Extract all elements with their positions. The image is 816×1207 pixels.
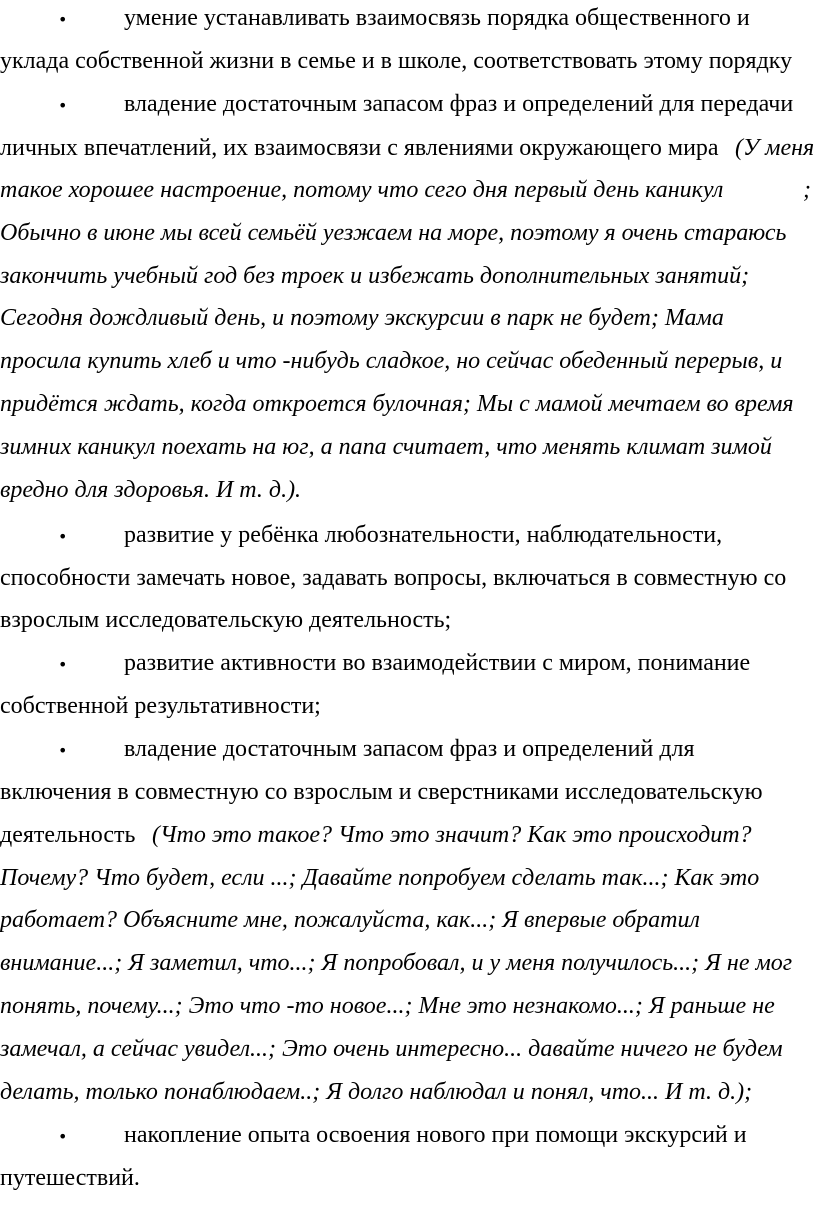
example-line: Почему? Что будет, если ...; Давайте попробуем сделать так...; Как это xyxy=(0,865,760,891)
bullet-marker: • xyxy=(58,527,68,546)
example-line: делать, только понаблюдаем..; Я долго наблюдал и понял, что... И т. д.); xyxy=(0,1079,753,1105)
paragraph-line: собственной результативности; xyxy=(0,693,321,719)
example-line: замечал, а сейчас увидел...; Это очень интересно... давайте ничего не будем xyxy=(0,1036,783,1062)
paragraph-line: развитие у ребёнка любознательности, наблюдательности, xyxy=(124,522,723,548)
paragraph-line: развитие активности во взаимодействии с миром, понимание xyxy=(124,650,751,676)
example-line: (Что это такое? Что это значит? Как это происходит? xyxy=(152,822,752,848)
bullet-marker: • xyxy=(58,655,68,674)
example-line: (У меня xyxy=(735,135,815,161)
paragraph-line: личных впечатлений, их взаимосвязи с явлениями окружающего мира xyxy=(0,135,719,161)
paragraph-line: умение устанавливать взаимосвязь порядка общественного и xyxy=(124,5,750,31)
example-line: внимание...; Я заметил, что...; Я попробовал, и у меня получилось...; Я не мог xyxy=(0,950,793,976)
bullet-marker: • xyxy=(58,10,68,29)
example-line: Сегодня дождливый день, и поэтому экскурсии в парк не будет; Мама xyxy=(0,305,724,331)
example-line: просила купить хлеб и что -нибудь сладкое, но сейчас обеденный перерыв, и xyxy=(0,348,783,374)
example-line: зимних каникул поехать на юг, а папа считает, что менять климат зимой xyxy=(0,434,772,460)
example-line: такое хорошее настроение, потому что сего дня первый день каникул xyxy=(0,177,724,203)
paragraph-line: способности замечать новое, задавать вопросы, включаться в совместную со xyxy=(0,565,787,591)
paragraph-line: владение достаточным запасом фраз и определений для xyxy=(124,736,695,762)
paragraph-line: деятельность xyxy=(0,822,136,848)
paragraph-line: взрослым исследовательскую деятельность; xyxy=(0,607,452,633)
paragraph-line: накопление опыта освоения нового при помощи экскурсий и xyxy=(124,1122,747,1148)
bullet-marker: • xyxy=(58,96,68,115)
bullet-marker: • xyxy=(58,1127,68,1146)
bullet-marker: • xyxy=(58,741,68,760)
example-line: Обычно в июне мы всей семьёй уезжаем на море, поэтому я очень стараюсь xyxy=(0,220,787,246)
example-line: понять, почему...; Это что -то новое...; Мне это незнакомо...; Я раньше не xyxy=(0,993,775,1019)
paragraph-line: владение достаточным запасом фраз и определений для передачи xyxy=(124,91,794,117)
example-line: вредно для здоровья. И т. д.). xyxy=(0,477,302,503)
paragraph-line: путешествий. xyxy=(0,1165,140,1191)
paragraph-line: уклада собственной жизни в семье и в школе, соответствовать этому порядку xyxy=(0,48,793,74)
paragraph-line: включения в совместную со взрослым и сверстниками исследовательскую xyxy=(0,779,763,805)
example-line: ; xyxy=(803,177,811,203)
example-line: придётся ждать, когда откроется булочная; Мы с мамой мечтаем во время xyxy=(0,391,794,417)
example-line: закончить учебный год без троек и избежать дополнительных занятий; xyxy=(0,263,750,289)
example-line: работает? Объясните мне, пожалуйста, как...; Я впервые обратил xyxy=(0,907,700,933)
